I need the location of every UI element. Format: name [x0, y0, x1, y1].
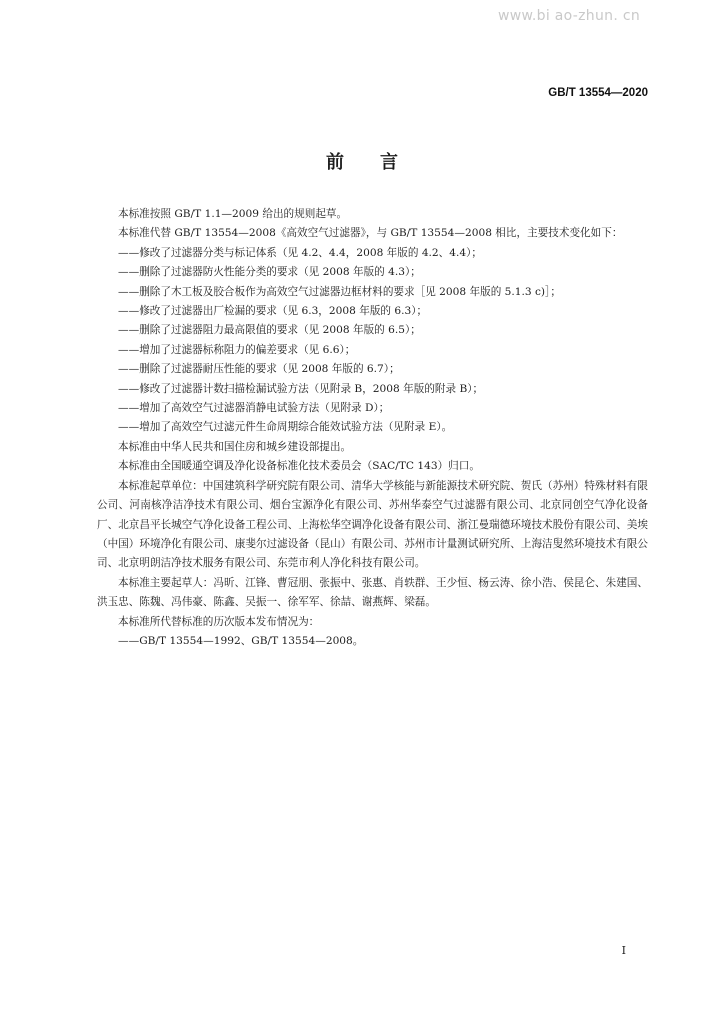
paragraph: 本标准按照 GB/T 1.1—2009 给出的规则起草。	[118, 208, 348, 220]
list-item: ——删除了过滤器防火性能分类的要求（见 2008 年版的 4.3）；	[118, 266, 421, 279]
list-item: ——删除了过滤器耐压性能的要求（见 2008 年版的 6.7）；	[118, 363, 400, 376]
watermark: www.bi ao-zhun. cn	[497, 8, 640, 24]
paragraph: 本标准由中华人民共和国住房和城乡建设部提出。	[118, 440, 352, 453]
list-item: ——增加了高效空气过滤元件生命周期综合能效试验方法（见附录 E）。	[118, 421, 453, 434]
standard-code: GB/T 13554—2020	[548, 87, 648, 99]
document-body	[97, 205, 648, 651]
page-number: I	[621, 944, 626, 957]
list-item: ——GB/T 13554—1992、GB/T 13554—2008。	[118, 634, 364, 647]
paragraph: 本标准代替 GB/T 13554—2008《高效空气过滤器》，与 GB/T 13554—2008 相比，主要技术变化如下：	[118, 227, 623, 240]
list-item: ——删除了过滤器阻力最高限值的要求（见 2008 年版的 6.5）；	[118, 324, 421, 337]
list-item: ——增加了过滤器标称阻力的偏差要求（见 6.6）；	[118, 343, 356, 356]
paragraph: 本标准主要起草人：冯昕、江锋、曹冠朋、张振中、张惠、肖轶群、王少恒、杨云涛、徐小浩、侯昆仑、朱建国、洪玉忠、陈魏、冯伟豪、陈鑫、吴振一、徐军军、徐喆、谢燕辉、梁磊。	[97, 576, 648, 609]
list-item: ——删除了木工板及胶合板作为高效空气过滤器边框材料的要求［见 2008 年版的 5.1.3 c)］；	[118, 285, 561, 298]
list-item: ——修改了过滤器出厂检漏的要求（见 6.3，2008 年版的 6.3）；	[118, 305, 428, 318]
paragraph: 本标准所代替标准的历次版本发布情况为：	[118, 615, 320, 628]
paragraph: 本标准起草单位：中国建筑科学研究院有限公司、清华大学核能与新能源技术研究院、贺氏（苏州）特殊材料有限公司、河南核净洁净技术有限公司、烟台宝源净化有限公司、苏州华泰空气过滤器有限公司、北京同创空气净化设备厂、北京昌平长城空气净化设备工程公司、上海松华空调净化设备有限公司、浙江曼瑞德环境技术股份有限公司、美埃（中国）环境净化有限公司、康斐尔过滤设备（昆山）有限公司、苏州市计量测试研究所、上海洁叟然环境技术有限公司、北京明朗洁净技术服务有限公司、东莞市利人净化科技有限公司。	[97, 479, 648, 570]
list-item: ——修改了过滤器计数扫描检漏试验方法（见附录 B，2008 年版的附录 B）；	[118, 382, 484, 395]
list-item: ——修改了过滤器分类与标记体系（见 4.2、4.4，2008 年版的 4.2、4.4）；	[118, 246, 482, 259]
paragraph: 本标准由全国暖通空调及净化设备标准化技术委员会（SAC/TC 143）归口。	[118, 460, 480, 473]
list-item: ——增加了高效空气过滤器消静电试验方法（见附录 D）；	[118, 402, 390, 415]
page-title: 前言	[326, 152, 434, 173]
